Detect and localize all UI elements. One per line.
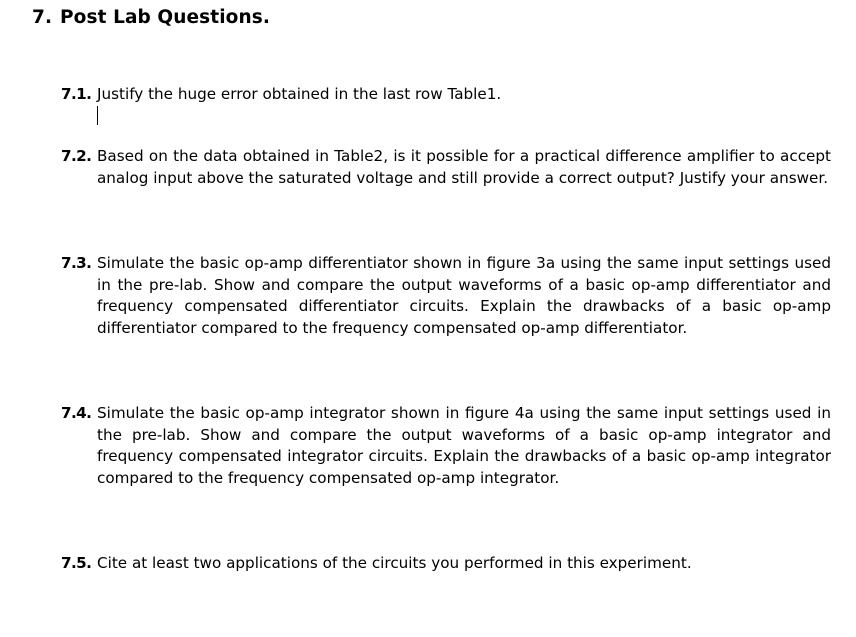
question-text[interactable]: Based on the data obtained in Table2, is it possible for a practical difference amplifier to accept analog input above the saturated voltage and still provide a correct output? Justify your answer. [97,147,831,187]
question-number: 7.5. [61,554,92,572]
question-text[interactable]: Simulate the basic op-amp differentiator shown in figure 3a using the same input settings used in the pre-lab. Show and compare the output waveforms of a basic op-amp differentiator and frequency compensated differentiator circuits. Explain the drawbacks of a basic op-amp differentiator compared to the frequency compensated op-amp differentiator. [97,254,831,337]
question-7-2[interactable] [61,146,831,189]
section-heading [32,7,270,28]
question-7-1[interactable] [61,84,831,106]
question-text[interactable]: Simulate the basic op-amp integrator shown in figure 4a using the same input settings used in the pre-lab. Show and compare the output waveforms of a basic op-amp integrator and frequency compensated integrator circuits. Explain the drawbacks of a basic op-amp integrator compared to the frequency compensated op-amp integrator. [97,404,831,487]
question-7-5[interactable] [61,553,831,575]
question-number: 7.2. [61,147,92,165]
question-7-4[interactable] [61,403,831,489]
question-number: 7.4. [61,404,92,422]
section-number: 7. [32,7,53,28]
section-title: Post Lab Questions. [60,7,270,28]
text-cursor [97,106,98,125]
question-text[interactable]: Cite at least two applications of the circuits you performed in this experiment. [97,554,692,572]
question-number: 7.3. [61,254,92,272]
question-text[interactable]: Justify the huge error obtained in the last row Table1. [97,85,502,103]
question-number: 7.1. [61,85,92,103]
question-7-3[interactable] [61,253,831,339]
